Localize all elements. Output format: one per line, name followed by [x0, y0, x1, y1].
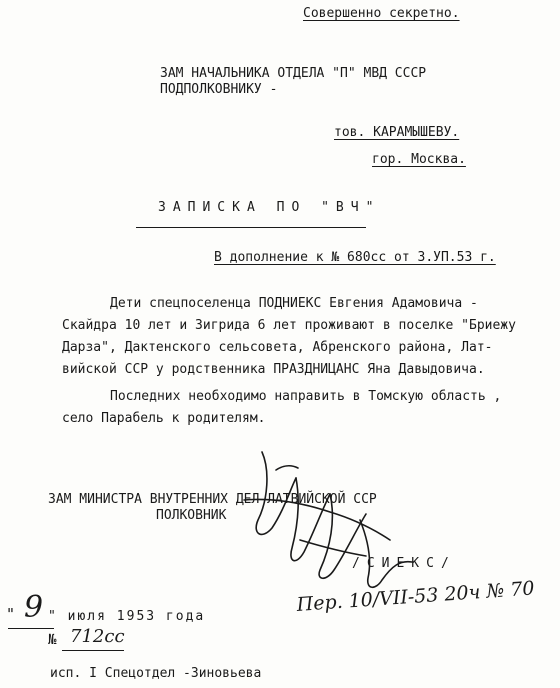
date-line: " июля 1953 года: [48, 609, 206, 624]
document-number-handwritten: 712сс: [70, 626, 125, 647]
date-day-handwritten: 9: [24, 590, 44, 625]
document-title: ЗАПИСКА ПО "ВЧ": [158, 200, 381, 215]
number-underline: [62, 650, 124, 651]
document-number-prefix: №: [48, 632, 57, 648]
addressee-city: гор. Москва.: [372, 152, 466, 167]
addressee-line-2: ПОДПОЛКОВНИКУ -: [160, 82, 278, 97]
reference-line: В дополнение к № 680сс от 3.УП.53 г.: [214, 250, 496, 265]
handwritten-registration-note: Пер. 10/VII-53 20ч № 70: [296, 577, 536, 616]
classification-stamp: Совершенно секретно.: [303, 6, 460, 21]
body-line: вийской ССР у родственника ПРАЗДНИЦАНС Яна Давыдовича.: [62, 362, 485, 377]
body-line: село Парабель к родителям.: [62, 411, 266, 426]
signatory-name: /СИЕКС/: [352, 556, 456, 571]
date-underline: [8, 628, 54, 629]
addressee-name: тов. КАРАМЫШЕВУ.: [334, 125, 460, 140]
signatory-title: ЗАМ МИНИСТРА ВНУТРЕННИХ ДЕЛ ЛАТВИЙСКОЙ ССР: [48, 492, 377, 507]
signatory-rank: ПОЛКОВНИК: [156, 508, 227, 523]
body-line: Скайдра 10 лет и Зигрида 6 лет проживают в поселке "Бриежу: [62, 318, 516, 333]
executor-line: исп. I Спецотдел -Зиновьева: [50, 666, 262, 681]
addressee-line-1: ЗАМ НАЧАЛЬНИКА ОТДЕЛА "П" МВД СССР: [160, 66, 427, 81]
body-line: Дарза", Дактенского сельсовета, Абренского района, Лат-: [62, 340, 493, 355]
body-line: Дети спецпоселенца ПОДНИЕКС Евгения Адамовича -: [110, 296, 478, 311]
date-quote-open: ": [6, 605, 16, 623]
body-line: Последних необходимо направить в Томскую область ,: [110, 389, 502, 404]
